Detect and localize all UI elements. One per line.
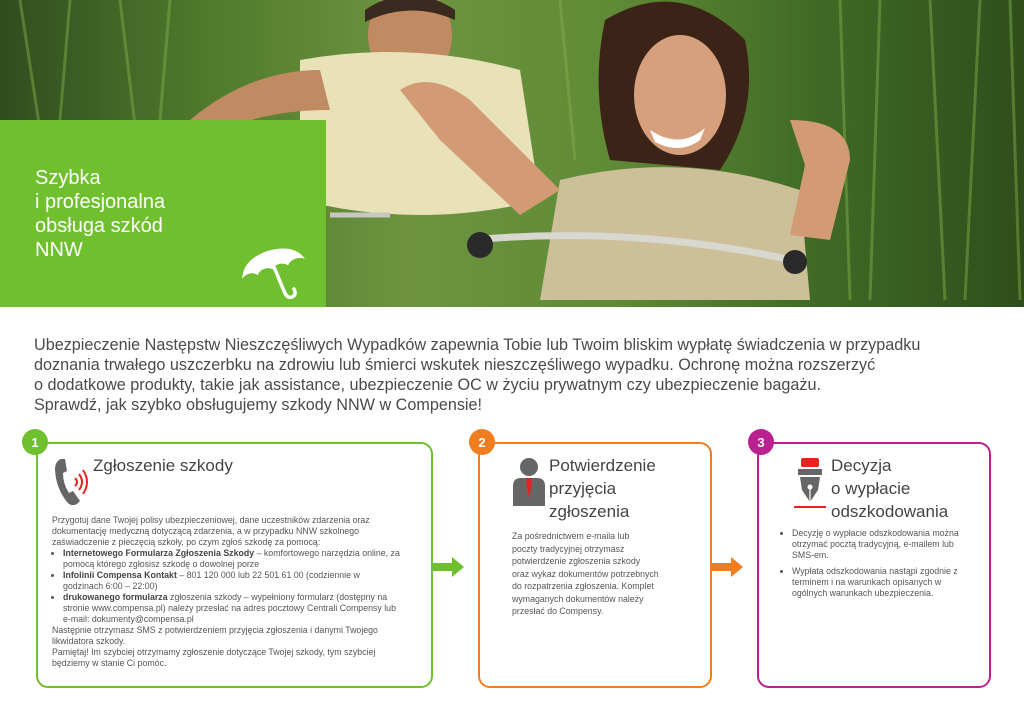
pen-icon <box>792 456 828 510</box>
person-icon <box>511 456 547 508</box>
phone-icon <box>52 456 92 508</box>
step-number-1: 1 <box>22 429 48 455</box>
arrow-right-icon <box>712 556 744 578</box>
step-text-decision <box>781 528 973 599</box>
intro-paragraph: Ubezpieczenie Następstw Nieszczęśliwych Wypadków zapewnia Tobie lub Twoim bliskim wypłatę świadczenia w przypadku doznania trwałego uszczerbku na zdrowiu lub śmierci wskutek nieszczęśliwego wypadku. Ochronę można rozszerzyć o dodatkowe produkty, takie jak assistance, ubezpieczenie OC w życiu prywatnym czy ubezpieczenie bagażu. Sprawdź, jak szybko obsługujemy szkody NNW w Compensie! <box>34 336 921 414</box>
step-title-report: Zgłoszenie szkody <box>93 456 233 475</box>
step-text-report: Przygotuj dane Twojej polisy ubezpieczeniowej, dane uczestników zdarzenia oraz dokumentację medyczną dotyczącą zdarzenia, a w przypadku NNW szkolnego zaświadczenie z pieczęcią szkoły, po czym zgłoś szkodę za pomocą: • Internetowego Formularza Zgłoszenia Szkody – komfortowego narzędzia online, za pomocą którego zgłosisz szkodę o dowolnej porze • Infolinii Compensa Kontakt – 801 120 000 lub 22 501 61 00 (codziennie w godzinach 6:00 – 22:00) • drukowanego formularza zgłoszenia szkody – wypełniony formularz (dostępny na stronie www.compensa.pl) należy przesłać na adres pocztowy Centrali Compensy lub e-mail: dokumenty@compensa.pl Następnie otrzymasz SMS z potwierdzeniem przyjęcia zgłoszenia i danymi Twojego likwidatora szkody. Pamiętaj! Im szybciej otrzymamy zgłoszenie dotyczące Twojej szkody, tym szybciej będziemy w stanie Ci pomóc. <box>52 515 402 669</box>
arrow-right-icon <box>433 556 465 578</box>
step-text-confirmation: Za pośrednictwem e-maila lub poczty tradycyjnej otrzymasz potwierdzenie zgłoszenia szkody oraz wykaz dokumentów potrzebnych do rozpatrzenia zgłoszenia. Komplet wymaganych dokumentów należy przesłać do Compensy. <box>512 531 659 616</box>
step-title-decision: Decyzja o wypłacie odszkodowania <box>831 456 949 521</box>
list-item: • Decyzję o wypłacie odszkodowania można otrzymać pocztą tradycyjną, e-mailem lub SMS-em. <box>792 528 973 561</box>
umbrella-icon <box>236 247 310 305</box>
step-number-3: 3 <box>748 429 774 455</box>
list-item: • drukowanego formularza zgłoszenia szkody – wypełniony formularz (dostępny na stronie www.compensa.pl) należy przesłać na adres pocztowy Centrali Compensy lub e-mail: dokumenty@compensa.pl <box>63 592 402 625</box>
list-item: • Wypłata odszkodowania nastąpi zgodnie z terminem i na warunkach opisanych w ogólnych warunkach ubezpieczenia. <box>792 566 973 599</box>
report-channel-list <box>52 548 402 625</box>
list-item: • Infolinii Compensa Kontakt – 801 120 000 lub 22 501 61 00 (codziennie w godzinach 6:00 – 22:00) <box>63 570 402 592</box>
page-title: Szybka i profesjonalna obsługa szkód NNW <box>35 167 166 261</box>
step-title-confirmation: Potwierdzenie przyjęcia zgłoszenia <box>549 456 656 521</box>
decision-list <box>781 528 973 599</box>
list-item: • Internetowego Formularza Zgłoszenia Szkody – komfortowego narzędzia online, za pomocą którego zgłosisz szkodę o dowolnej porze <box>63 548 402 570</box>
step-number-2: 2 <box>469 429 495 455</box>
